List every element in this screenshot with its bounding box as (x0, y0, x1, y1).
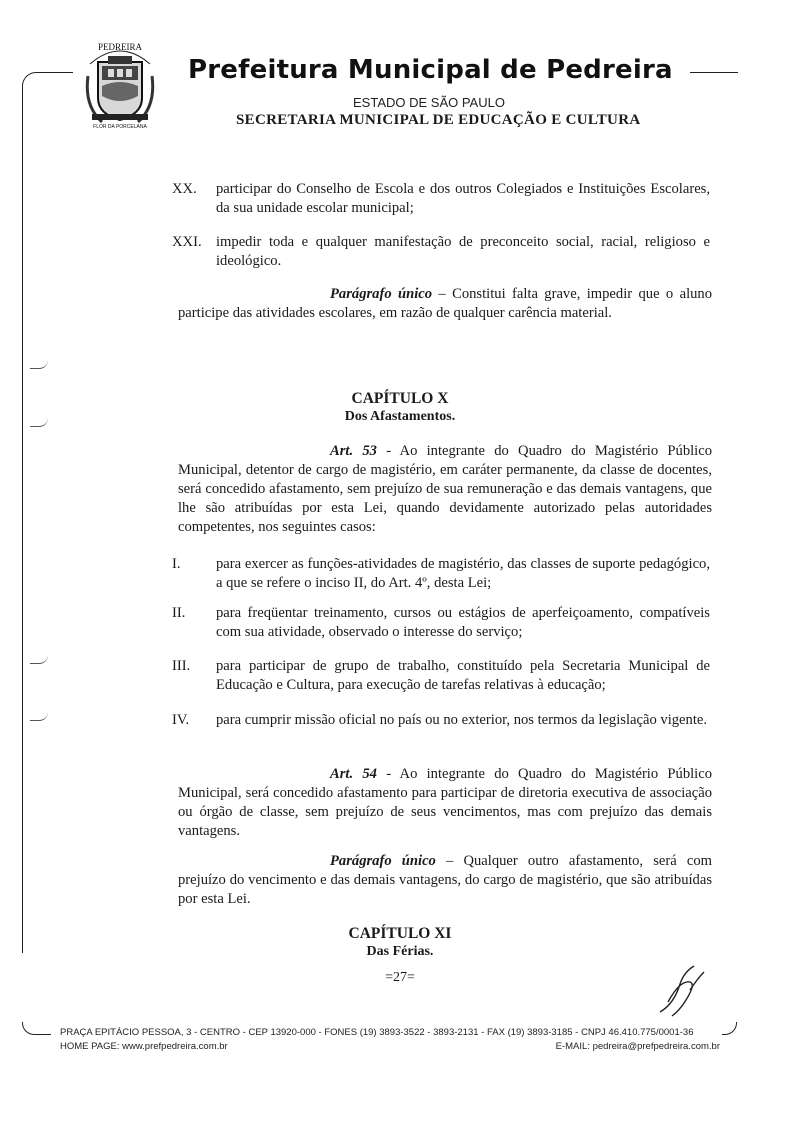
item-text: impedir toda e qualquer manifestação de preconceito social, racial, religioso e ideológico. (216, 234, 710, 269)
state-label: ESTADO DE SÃO PAULO (353, 95, 505, 110)
list-item (172, 233, 710, 271)
footer-address: PRAÇA EPITÁCIO PESSOA, 3 - CENTRO - CEP 13920-000 - FONES (19) 3893-3522 - 3893-2131 - FAX (19) 3893-3185 - CNPJ 46.410.775/0001-36 (60, 1027, 694, 1038)
item-text: para exercer as funções-atividades de magistério, das classes de suporte pedagógico, a que se refere o inciso II, do Art. 4º, desta Lei; (216, 556, 710, 591)
paragraph-label: Parágrafo único (330, 286, 433, 302)
chapter-subtitle: Dos Afastamentos. (344, 409, 456, 424)
page-number: =27= (385, 970, 415, 985)
footer-frame-left (22, 1022, 51, 1035)
article-53 (178, 442, 712, 537)
item-text: para cumprir missão oficial no país ou no exterior, nos termos da legislação vigente. (216, 712, 707, 728)
item-text: para freqüentar treinamento, cursos ou estágios de aperfeiçoamento, compatíveis com sua atividade, observado o interesse do serviço; (216, 605, 710, 640)
chapter-subtitle: Das Férias. (366, 944, 434, 959)
article-54 (178, 765, 712, 841)
paragraph-label: Parágrafo único (330, 853, 436, 869)
paragraph-unico-2 (178, 852, 712, 909)
item-text: para participar de grupo de trabalho, constituído pela Secretaria Municipal de Educação e Cultura, para execução de tarefas relativas à educação; (216, 658, 710, 693)
header-frame-right (690, 72, 738, 73)
list-item (172, 711, 710, 730)
header-frame-left (22, 72, 73, 953)
item-number: III. (172, 658, 191, 674)
item-number: IV. (172, 712, 190, 728)
article-label: Art. 53 (330, 443, 377, 459)
footer-email[interactable]: E-MAIL: pedreira@prefpedreira.com.br (555, 1041, 720, 1052)
city-crest-icon (84, 36, 156, 136)
list-item (172, 604, 710, 642)
list-item (172, 555, 710, 593)
item-number: XXI. (172, 234, 202, 250)
crest-motto-text: FLOR DA PORCELANA (93, 124, 147, 130)
footer-frame-right (722, 1022, 737, 1035)
item-number: XX. (172, 181, 197, 197)
signature-icon (650, 960, 710, 1020)
chapter-title: CAPÍTULO X (351, 390, 449, 407)
page-title: Prefeitura Municipal de Pedreira (188, 55, 673, 85)
chapter-title: CAPÍTULO XI (348, 925, 452, 942)
item-number: I. (172, 556, 181, 572)
item-text: participar do Conselho de Escola e dos outros Colegiados e Instituições Escolares, da sua unidade escolar municipal; (216, 181, 710, 216)
list-item (172, 180, 710, 218)
article-text: - Ao integrante do Quadro do Magistério Público Municipal, detentor de cargo de magistério, em caráter permanente, da classe de docentes, será concedido afastamento, sem prejuízo de sua remuneração e das demais vantagens, que lhe são atribuídas por esta Lei, quando devidamente autorizado pelas autoridades competentes, nos seguintes casos: (178, 443, 713, 535)
footer-homepage[interactable]: HOME PAGE: www.prefpedreira.com.br (60, 1041, 228, 1052)
item-number: II. (172, 605, 186, 621)
article-label: Art. 54 (330, 766, 377, 782)
article-text: - Ao integrante do Quadro do Magistério Público Municipal, será concedido afastamento para participar de diretoria executiva de associação ou órgão de classe, sem prejuízo de seus vencimentos, mas com prejuízo das demais vantagens. (178, 766, 713, 839)
paragraph-text: – Constitui falta grave, impedir que o aluno participe das atividades escolares, em razão de qualquer carência material. (178, 286, 713, 321)
paragraph-text: – Qualquer outro afastamento, será com prejuízo do vencimento e das demais vantagens, do cargo de magistério, que são atribuídas por esta Lei. (178, 853, 712, 907)
list-item (172, 657, 710, 695)
department-label: SECRETARIA MUNICIPAL DE EDUCAÇÃO E CULTURA (236, 112, 641, 128)
paragraph-unico-1 (178, 285, 712, 323)
crest-title-text: PEDREIRA (97, 42, 143, 52)
